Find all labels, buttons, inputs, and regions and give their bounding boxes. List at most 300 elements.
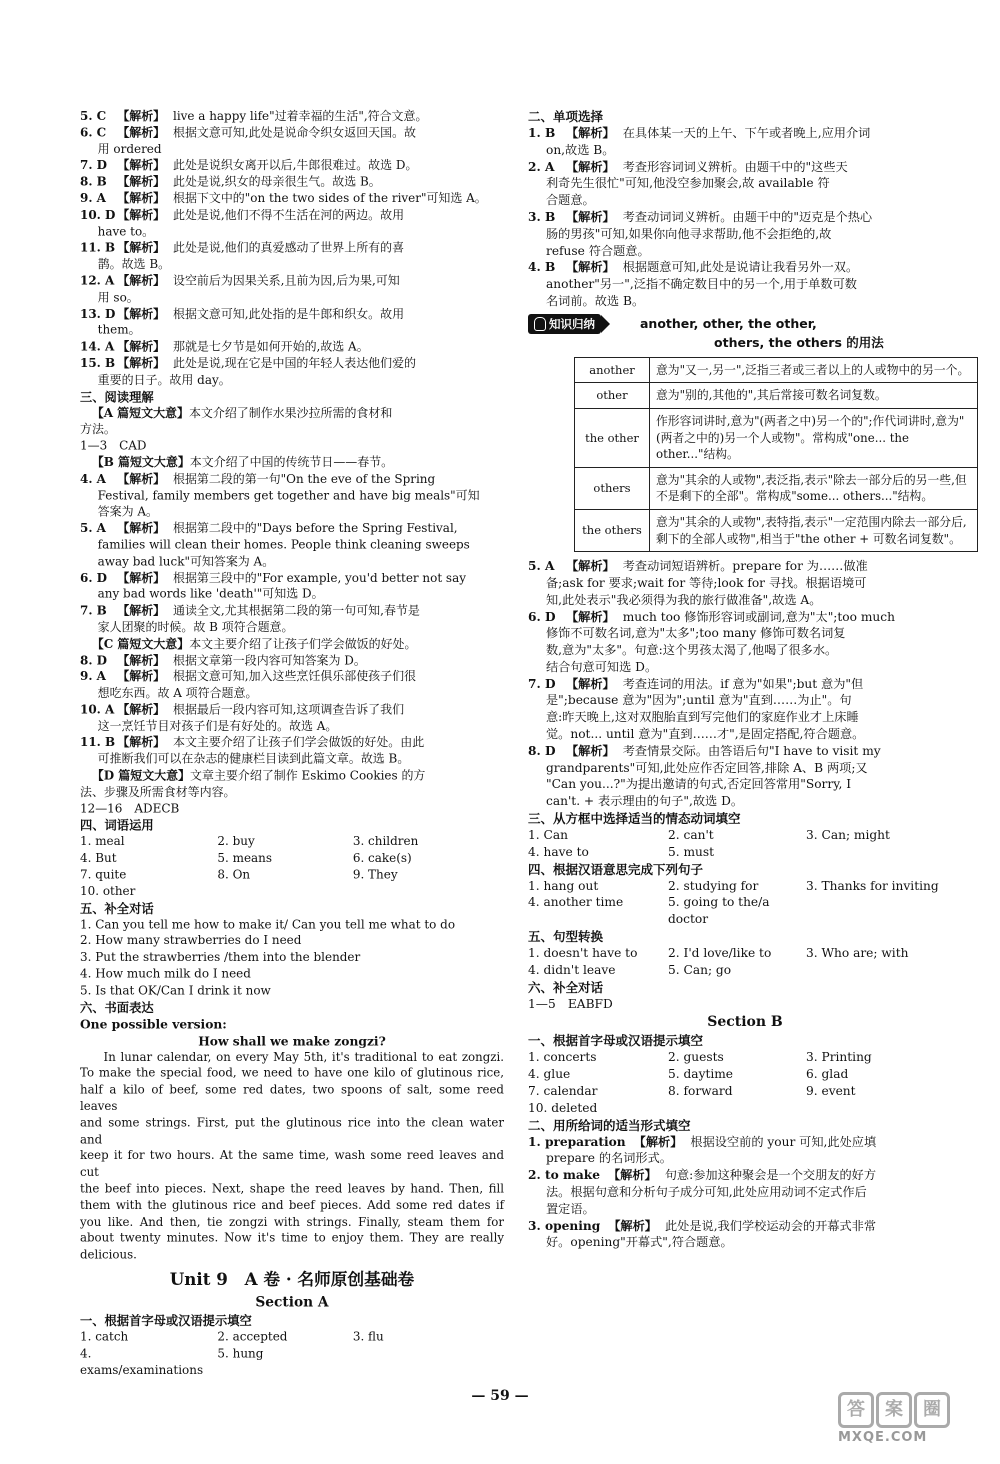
knowledge-word: other (575, 383, 650, 409)
possible-version-label: One possible version: (80, 1016, 227, 1032)
answer-cell: 2. guests (668, 1050, 724, 1065)
answer-line (528, 709, 962, 726)
answer-line (80, 603, 504, 619)
answer-line (528, 259, 962, 276)
answer-number: 3. opening (528, 1218, 601, 1233)
answer-text: 结合句意可知选 D。 (546, 659, 658, 674)
answer-text: 此处是说,我们学校运动会的开幕式非常 (665, 1218, 877, 1233)
answer-row (80, 850, 504, 866)
passage-summary (80, 784, 504, 800)
answer-cell: 2. accepted (217, 1329, 288, 1344)
knowledge-word: the other (575, 408, 650, 467)
answer-cell: 5. daytime (668, 1067, 734, 1082)
answer-cell: 4. have to (528, 844, 589, 859)
answer-line (528, 1184, 962, 1201)
analysis-label: 【解析】 (566, 209, 615, 224)
answer-cell (806, 962, 962, 979)
knowledge-table-row (575, 509, 978, 551)
answer-cell: 8. forward (668, 1084, 733, 1099)
essay-line: you like. And then, tie zongzi with strings. Finally, steam them for (80, 1214, 504, 1229)
watermark-url: MXQE.COM (838, 1430, 928, 1445)
answer-row (528, 1049, 962, 1066)
answer-line (528, 175, 962, 192)
knowledge-table (574, 357, 978, 552)
answer-line (80, 108, 504, 124)
analysis-label: 【解析】 (117, 471, 166, 486)
answer-line (80, 240, 504, 256)
answer-line (80, 322, 504, 338)
dialogue-answer: 2. How many strawberries do I need (80, 933, 302, 948)
answer-cell: 3. Can; might (806, 828, 890, 843)
answer-text: 本文主要介绍了让孩子们学会做饭的好处。由此 (172, 735, 425, 750)
answer-cell: 7. quite (80, 867, 127, 882)
answer-number: 5. C (80, 108, 107, 123)
answer-row (528, 1066, 962, 1083)
answer-number: 10. D (80, 207, 116, 222)
answer-line (528, 692, 962, 709)
essay-title: How shall we make zongzi? (198, 1033, 386, 1048)
answer-cell (353, 1345, 504, 1378)
watermark-char: 案 (876, 1392, 912, 1428)
answer-text: much too 修饰形容词或副词,意为"太";too much (622, 609, 895, 624)
answer-number: 14. A (80, 339, 115, 354)
answer-row (528, 1083, 962, 1100)
answer-number: 13. D (80, 306, 116, 321)
answer-cell (217, 883, 352, 899)
answer-text: live a happy life"过着幸福的生活",符合文意。 (172, 108, 428, 123)
answer-cell: 3. flu (352, 1329, 384, 1344)
answer-text: 根据文章第一段内容可知答案为 D。 (172, 653, 366, 667)
answer-line (528, 276, 962, 293)
answer-text: 根据下文中的"on the two sides of the river"可知选 A。 (172, 191, 487, 206)
passage-text: 本文介绍了制作水果沙拉所需的食材和 (188, 405, 393, 420)
analysis-label: 【解析】 (566, 126, 615, 140)
answer-number: 1. B (528, 126, 556, 140)
answer-text: 这一烹饪节目对孩子们是有好处的。故选 A。 (97, 719, 338, 733)
unit-title: Unit 9 A 卷 · 名师原创基础卷 (169, 1270, 415, 1290)
answer-cell: 6. cake(s) (352, 851, 412, 865)
analysis-label: 【解析】 (607, 1168, 657, 1183)
answer-number: 7. D (80, 158, 108, 173)
answer-line (80, 619, 504, 635)
answer-cell (806, 1100, 962, 1117)
answer-number: 6. D (528, 609, 556, 624)
answer-line (80, 553, 504, 569)
essay-line: keep it for two hours. At the same time, wash some reed leaves and cut (80, 1148, 504, 1179)
answer-line (80, 586, 504, 602)
answer-row (80, 834, 504, 850)
answer-cell: 9. event (806, 1084, 856, 1099)
answer-text: 根据文意可知,加入这些烹饪俱乐部使孩子们很 (172, 669, 417, 684)
passage-text: 文章主要介绍了制作 Eskimo Cookies 的方 (190, 768, 426, 783)
section-title: Section A (255, 1294, 329, 1311)
answer-line (80, 718, 504, 734)
answer-number: 11. B (80, 735, 116, 750)
essay-line: the beef into pieces. Next, shape the reed leaves by hand. Then, fill (80, 1181, 504, 1196)
answer-line (528, 558, 962, 575)
analysis-label: 【解析】 (117, 108, 166, 123)
answer-line (80, 537, 504, 553)
answer-number: 4. A (80, 471, 106, 486)
answer-line (528, 226, 962, 243)
answer-text: 根据文意可知,此处指的是牛郎和织女。故用 (172, 306, 405, 321)
analysis-label: 【解析】 (117, 191, 166, 206)
answer-number: 6. C (80, 125, 107, 140)
answer-row (80, 867, 504, 883)
answer-cell: 3. children (352, 834, 419, 849)
answer-line (80, 372, 504, 388)
answer-cell: 5. hung (217, 1346, 264, 1361)
dialogue-answer: 5. Is that OK/Can I drink it now (80, 983, 271, 998)
section-title: Section B (707, 1014, 783, 1031)
essay-line: delicious. (80, 1247, 137, 1262)
answer-line (528, 609, 962, 626)
answer-text: "Can you...?"为提出邀请的句式,否定回答常用"Sorry, I (546, 777, 852, 792)
answer-cell (806, 894, 962, 928)
passage-summary (80, 768, 504, 784)
answer-line (528, 1218, 962, 1235)
page-number: — 59 — (471, 1388, 529, 1404)
answer-cell (806, 844, 962, 861)
dialogue-answer: 3. Put the strawberries /them into the blender (80, 950, 361, 965)
answer-text: 法。根据句意和分析句子成分可知,此处应用动词不定式作后 (546, 1185, 867, 1200)
analysis-label: 【解析】 (117, 735, 166, 750)
answer-text: away bad luck"可知答案为 A。 (97, 554, 275, 569)
analysis-label: 【解析】 (117, 339, 166, 354)
answer-line (528, 726, 962, 743)
reading-heading: 三、阅读理解 (80, 389, 154, 404)
answer-cell: 4. another time (528, 895, 624, 910)
answer-text: 意:昨天晚上,这对双胞胎直到写完他们的家庭作业才上床睡 (546, 710, 859, 725)
answer-number: 11. B (80, 240, 116, 255)
answer-text: 此处是说,他们不得不生活在河的两边。故用 (172, 207, 405, 222)
knowledge-table-row (575, 357, 978, 383)
answer-number: 4. B (528, 260, 556, 275)
answer-number: 12. A (80, 273, 115, 288)
answer-line (528, 592, 962, 609)
answer-number: 8. B (80, 174, 107, 189)
fill-heading: 一、根据首字母或汉语提示填空 (80, 1313, 252, 1328)
answer-cell: 1. meal (80, 834, 125, 849)
passage-summary (80, 454, 504, 470)
answer-line (80, 685, 504, 701)
answer-line (528, 293, 962, 310)
answer-row (528, 827, 962, 844)
answer-row (528, 1100, 962, 1117)
answer-line (528, 192, 962, 209)
answer-text: 考查动词短语辨析。prepare for 为……做准 (622, 559, 868, 574)
essay-line: half a kilo of beef, some red dates, two spoons of salt, some reed leaves (80, 1082, 504, 1114)
answer-line (528, 142, 962, 159)
dialogue-answer: 1. Can you tell me how to make it/ Can you tell me what to do (80, 917, 456, 932)
answer-text: 家人团聚的时候。故 B 项符合题意。 (97, 620, 294, 634)
answer-row (528, 844, 962, 861)
answer-text: Festival, family members get together and have big meals"可知 (97, 488, 480, 503)
passage-text: 法、步骤及所需食材等内容。 (80, 785, 236, 799)
answer-line (528, 642, 962, 659)
analysis-label: 【解析】 (117, 356, 166, 371)
analysis-label: 【解析】 (117, 521, 166, 536)
answer-text: on,故选 B。 (546, 142, 615, 157)
choice-heading: 二、单项选择 (528, 109, 604, 124)
answer-cell: 3. Thanks for inviting (806, 878, 939, 893)
answer-line (80, 487, 504, 503)
passage-summary (80, 636, 504, 652)
answer-line (528, 575, 962, 592)
answer-row (80, 1329, 504, 1345)
answer-text: them。 (97, 323, 141, 338)
answer-text: 利奇先生很忙"可知,他没空参加聚会,故 available 符 (546, 176, 830, 191)
knowledge-table-row (575, 408, 978, 467)
answer-cell: 7. calendar (528, 1084, 598, 1099)
analysis-label: 【解析】 (117, 603, 166, 618)
arrow-icon (601, 315, 610, 333)
answer-text: 此处是说,现在它是中国的年轻人表达他们爱的 (172, 356, 417, 371)
watermark-chars (838, 1392, 988, 1428)
answer-cell: 5. must (668, 844, 715, 859)
answer-cell: 4. exams/examinations (80, 1346, 204, 1377)
answer-line (80, 735, 504, 751)
passage-label: 【B 篇短文大意】 (91, 455, 190, 470)
answer-text: 合题意。 (546, 193, 595, 208)
answer-text: 在具体某一天的上午、下午或者晚上,应用介词 (622, 126, 871, 140)
answer-number: 7. D (528, 676, 556, 691)
answer-cell: 10. deleted (528, 1100, 598, 1115)
answer-number: 7. B (80, 603, 107, 618)
answer-cell: 4. glue (528, 1067, 571, 1082)
answer-cell: 2. studying for (668, 878, 759, 893)
answer-text: 考查情景交际。由答语后句"I have to visit my (622, 743, 881, 758)
answer-number: 8. D (528, 743, 556, 758)
answer-number: 3. B (528, 209, 556, 224)
answer-cell: 2. I'd love/like to (668, 946, 772, 961)
knowledge-title: others, the others 的用法 (714, 334, 884, 350)
analysis-label: 【解析】 (117, 273, 166, 288)
answer-line (528, 209, 962, 226)
answer-text: 名词前。故选 B。 (546, 293, 645, 308)
answer-number: 9. A (80, 669, 106, 684)
dialogue-heading: 六、补全对话 (528, 979, 604, 995)
passage-summary (80, 405, 504, 421)
answer-text: 根据文意可知,此处是说命令织女返回天国。故 (172, 125, 417, 140)
knowledge-table-row (575, 467, 978, 509)
form-heading: 二、用所给词的适当形式填空 (528, 1117, 691, 1133)
answer-text: 可推断我们可以在杂志的健康栏目读到此篇文章。故选 B。 (97, 752, 410, 766)
answer-line (528, 793, 962, 810)
answer-text: 根据题意可知,此处是说请让我看另外一双。 (622, 260, 859, 275)
essay-body (80, 1049, 504, 1263)
answer-text: can't. + 表示理由的句子",故选 D。 (546, 794, 744, 809)
answer-line (80, 520, 504, 536)
answer-line (528, 1234, 962, 1251)
analysis-label: 【解析】 (633, 1134, 683, 1149)
answer-text: 根据第二段中的"Days before the Spring Festival, (172, 521, 458, 536)
passage-label: 【A 篇短文大意】 (91, 405, 189, 420)
answer-text: 考查动词词义辨析。由题干中的"迈克是个热心 (622, 209, 873, 224)
knowledge-word: the others (575, 509, 650, 551)
answer-line (80, 751, 504, 767)
answer-number: 8. D (80, 653, 108, 667)
answer-line (80, 124, 504, 140)
analysis-label: 【解析】 (117, 174, 166, 189)
transform-heading: 五、句型转换 (528, 929, 604, 945)
answer-row (528, 894, 962, 928)
analysis-label: 【解析】 (117, 669, 166, 684)
answer-text: 此处是说,他们的真爱感动了世界上所有的喜 (172, 240, 405, 255)
essay-line: To make the special food, we need to have one kilo of glutinous rice, (80, 1066, 504, 1081)
answer-cell: 1. Can (528, 828, 568, 843)
answer-number: 15. B (80, 356, 116, 371)
vocab-heading: 四、词语运用 (80, 818, 154, 833)
analysis-label: 【解析】 (566, 743, 615, 758)
answer-text: 根据设空前的 your 可知,此处应填 (690, 1134, 877, 1149)
answer-cell: 3. Printing (806, 1050, 872, 1065)
answer-line (528, 1167, 962, 1184)
answer-text: families will clean their homes. People think cleaning sweeps (97, 537, 470, 552)
answer-cell: 6. glad (806, 1067, 849, 1082)
answer-line (528, 659, 962, 676)
answer-text: 鹊。故选 B。 (97, 257, 171, 272)
watermark-logo (838, 1392, 988, 1456)
passage-summary (80, 421, 504, 437)
answer-group: 1—5 EABFD (528, 996, 613, 1011)
answer-number: 5. A (80, 521, 106, 536)
analysis-label: 【解析】 (566, 676, 615, 691)
answer-cell: 5. going to the/a doctor (668, 895, 770, 927)
dialogue-heading: 五、补全对话 (80, 900, 154, 916)
answer-line (80, 289, 504, 305)
answer-line (528, 1134, 962, 1151)
answer-line (528, 243, 962, 260)
answer-line (528, 760, 962, 777)
answer-line (528, 125, 962, 142)
knowledge-word: others (575, 467, 650, 509)
answer-text: 好。opening"开幕式",符合题意。 (546, 1235, 733, 1250)
answer-number: 9. A (80, 191, 106, 206)
passage-text: 本文介绍了中国的传统节日——春节。 (189, 455, 394, 470)
knowledge-badge (528, 314, 601, 334)
answer-cell (353, 883, 504, 899)
passage-label: 【C 篇短文大意】 (91, 636, 190, 651)
answer-line (528, 159, 962, 176)
analysis-label: 【解析】 (117, 306, 166, 321)
answer-text: 通读全文,尤其根据第二段的第一句可知,春节是 (172, 603, 420, 618)
analysis-label: 【解析】 (608, 1218, 657, 1233)
answer-text: 答案为 A。 (97, 504, 158, 519)
analysis-label: 【解析】 (117, 240, 166, 255)
answer-number: 2. to make (528, 1168, 600, 1183)
answer-text: 根据第二段的第一句"On the eve of the Spring (172, 471, 436, 486)
complete-heading: 四、根据汉语意思完成下列句子 (528, 861, 704, 877)
answer-cell: 4. didn't leave (528, 962, 616, 977)
writing-heading: 六、书面表达 (80, 999, 154, 1015)
answer-line (528, 625, 962, 642)
answer-cell: 2. buy (217, 834, 255, 849)
answer-line (80, 174, 504, 190)
answer-text: 此处是说,织女的母亲很生气。故选 B。 (172, 174, 381, 189)
watermark-char: 圈 (914, 1392, 950, 1428)
answer-text: 用 so。 (97, 290, 139, 305)
answer-group: 12—16 ADECB (80, 801, 180, 816)
answer-text: 备;ask for 要求;wait for 等待;look for 寻找。根据语境可 (546, 575, 867, 590)
answer-row (80, 883, 504, 899)
essay-line: and some strings. First, put the glutinous rice into the clean water and (80, 1115, 504, 1147)
answer-number: 2. A (528, 159, 555, 174)
answer-line (80, 339, 504, 355)
answer-line (80, 504, 504, 520)
answer-cell: 1. hang out (528, 878, 599, 893)
answer-line (528, 776, 962, 793)
bulb-icon (534, 317, 546, 331)
answer-line (80, 256, 504, 272)
passage-label: 【D 篇短文大意】 (91, 768, 191, 783)
answer-text: 句意:参加这种聚会是一个交朋友的好方 (664, 1168, 877, 1183)
answer-cell: 8. On (217, 867, 251, 882)
essay-line: them with the glutinous rice and beef pieces. Add some red dates if (80, 1198, 504, 1212)
answer-number: 6. D (80, 570, 108, 585)
answer-text: 数,意为"太多"。句意:这个男孩太渴了,他喝了很多水。 (546, 643, 838, 658)
answer-row (528, 945, 962, 962)
answer-text: have to。 (97, 224, 155, 239)
analysis-label: 【解析】 (117, 158, 166, 173)
answer-line (528, 676, 962, 693)
answer-line (80, 157, 504, 173)
answer-text: 用 ordered (97, 141, 162, 156)
answer-row (528, 962, 962, 979)
answer-text: 那就是七夕节是如何开始的,故选 A。 (172, 339, 369, 354)
left-column (80, 108, 504, 1378)
analysis-label: 【解析】 (117, 653, 166, 667)
answer-line (528, 1150, 962, 1167)
essay-line: In lunar calendar, on every May 5th, it's traditional to eat zongzi. (103, 1049, 504, 1064)
answer-cell: 2. can't (668, 828, 714, 843)
knowledge-title: another, other, the other, (640, 316, 817, 332)
watermark-char: 答 (838, 1392, 874, 1428)
answer-line (80, 223, 504, 239)
knowledge-badge-label: 知识归纳 (549, 316, 595, 331)
answer-line (80, 190, 504, 206)
modal-heading: 三、从方框中选择适当的情态动词填空 (528, 811, 741, 827)
answer-text: refuse 符合题意。 (546, 243, 650, 258)
answer-cell: 4. But (80, 851, 117, 865)
knowledge-desc: 意为"其余的人或物",表特指,表示"一定范围内除去一部分后,剩下的全部人或物",相当于"the other + 可数名词复数"。 (650, 509, 978, 551)
analysis-label: 【解析】 (566, 559, 615, 574)
passage-text: 方法。 (80, 422, 116, 437)
answer-text: grandparents"可知,此处应作否定回答,排除 A、B 两项;又 (546, 760, 868, 775)
answer-number: 10. A (80, 702, 115, 717)
knowledge-desc: 意为"又一,另一",泛指三者或三者以上的人或物中的另一个。 (650, 357, 978, 383)
analysis-label: 【解析】 (566, 609, 615, 624)
answer-text: another"另一",泛指不确定数目中的另一个,用于单数可数 (546, 277, 857, 292)
knowledge-summary-header (528, 314, 962, 334)
right-column (528, 108, 970, 1251)
answer-line (80, 570, 504, 586)
answer-line (80, 306, 504, 322)
answer-text: 肠的男孩"可知,如果你向他寻求帮助,他不会拒绝的,故 (546, 226, 832, 241)
answer-line (528, 743, 962, 760)
knowledge-word: another (575, 357, 650, 383)
answer-cell: 3. Who are; with (806, 946, 909, 961)
answer-text: prepare 的名词形式。 (546, 1151, 672, 1166)
answer-text: 重要的日子。故用 day。 (97, 372, 231, 387)
answer-text: 修饰不可数名词,意为"太多";too many 修饰可数名词复 (546, 626, 846, 641)
answer-line (80, 669, 504, 685)
fill-heading: 一、根据首字母或汉语提示填空 (528, 1033, 704, 1049)
answer-row (528, 878, 962, 895)
answer-line (80, 355, 504, 371)
answer-cell: 1. doesn't have to (528, 946, 638, 961)
answer-text: 知,此处表示"我必须得为我的旅行做准备",故选 A。 (546, 592, 822, 607)
